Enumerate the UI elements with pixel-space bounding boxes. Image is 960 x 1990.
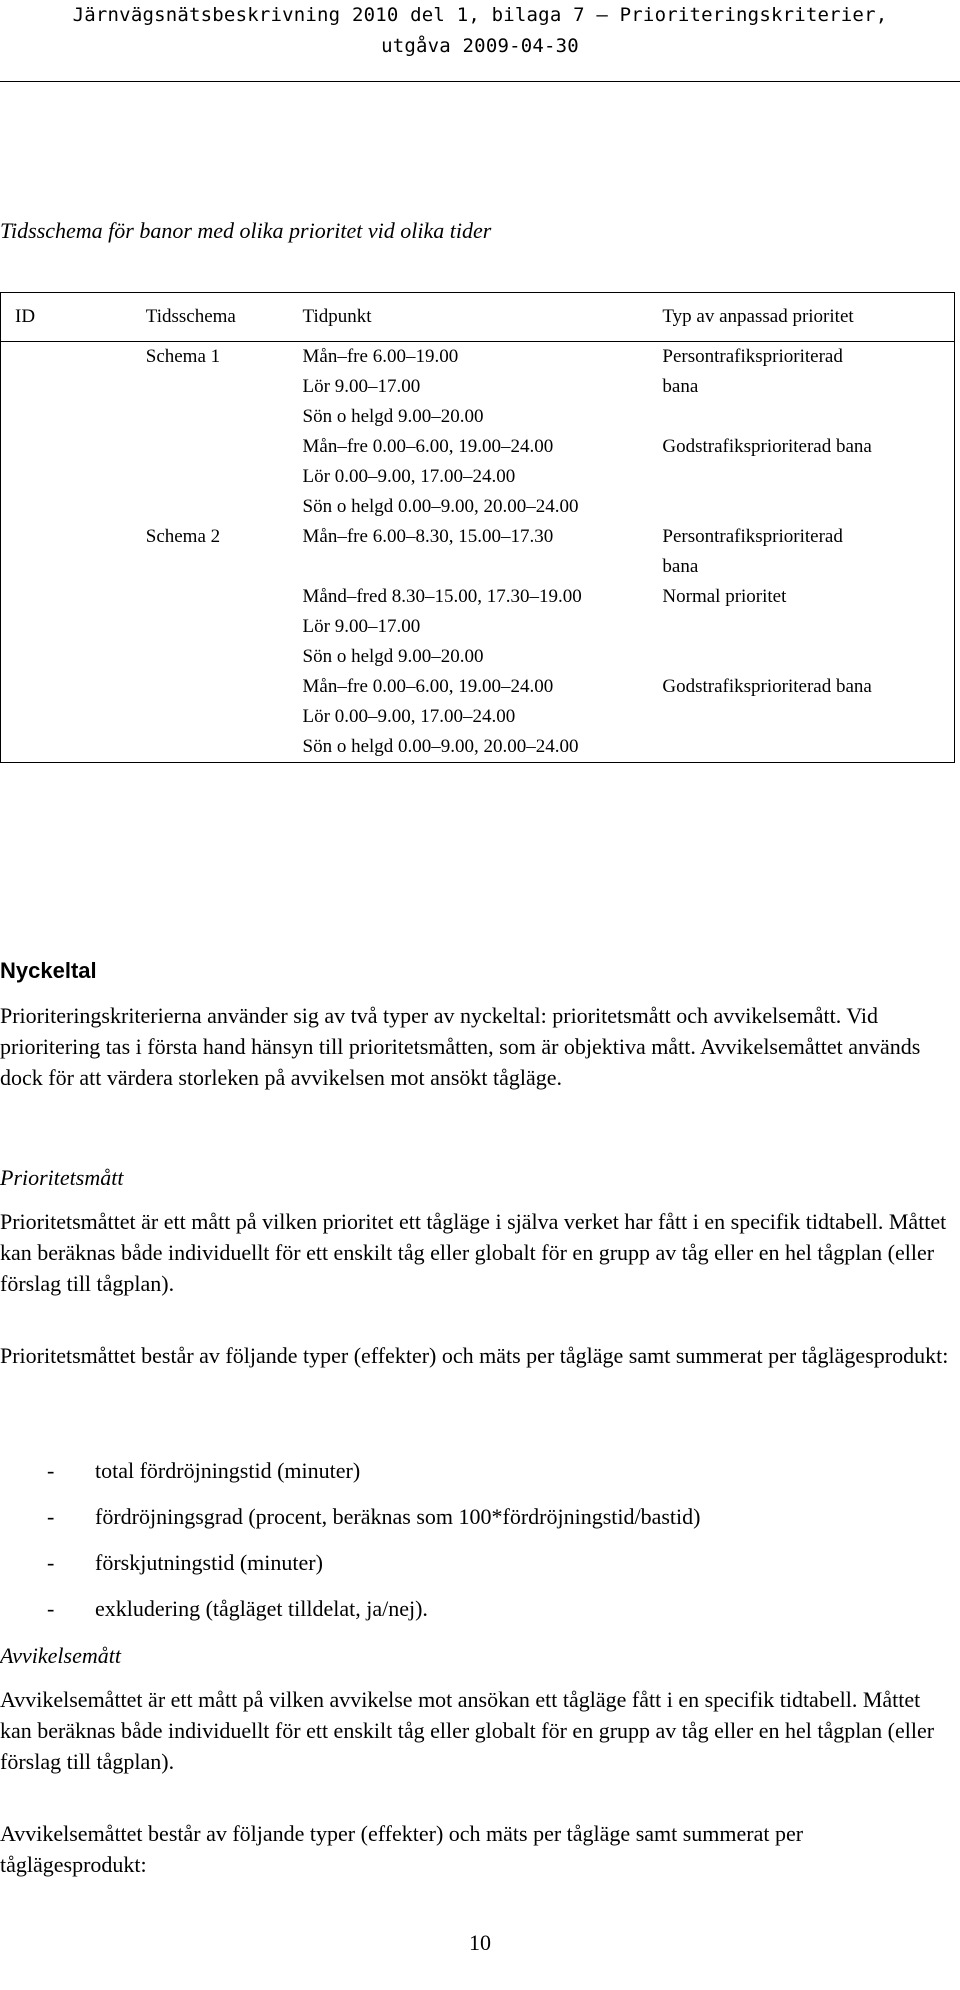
avvikelsematt-paragraph-2: Avvikelsemåttet består av följande typer (effekter) och mäts per tågläge samt summerat per tåglägesprodukt: — [0, 1821, 804, 1877]
cell-tidpunkt — [297, 582, 655, 672]
cell-typ — [654, 432, 954, 522]
list-item — [0, 1586, 700, 1632]
prioritetsmatt-paragraph-1: Prioritetsmåttet är ett mått på vilken prioritet ett tågläge i själva verket har fått i en specifik tidtabell. Måttet kan beräknas både individuellt för ett enskilt tåg eller globalt för en grupp av tåg eller en hel tågplan (eller förslag till tågplan). — [0, 1209, 947, 1296]
tidpunkt-line: Sön o helgd 9.00–20.00 — [302, 646, 484, 667]
list-dash: - — [47, 1504, 55, 1529]
cell-tidpunkt — [297, 522, 655, 582]
table-row — [1, 342, 955, 433]
list-dash: - — [47, 1458, 55, 1483]
tidpunkt-line: Lör 0.00–9.00, 17.00–24.00 — [302, 466, 516, 487]
header-rule — [0, 81, 960, 82]
table-row — [1, 432, 955, 522]
header-line-2: utgåva 2009-04-30 — [381, 35, 579, 57]
cell-id — [1, 432, 146, 522]
list-dash: - — [47, 1550, 55, 1575]
table-header-row — [1, 293, 955, 342]
typ-line: bana — [662, 556, 699, 577]
cell-id — [1, 342, 146, 433]
schedule-table — [0, 292, 955, 763]
subheading-prioritetsmatt: Prioritetsmått — [0, 1165, 124, 1190]
cell-typ — [654, 522, 954, 582]
cell-tidpunkt — [297, 342, 655, 433]
cell-tidpunkt — [297, 672, 655, 763]
column-header-id: ID — [1, 293, 146, 342]
page-number: 10 — [469, 1930, 491, 1955]
typ-line: bana — [662, 376, 699, 397]
prioritetsmatt-paragraph-2: Prioritetsmåttet består av följande typer (effekter) och mäts per tågläge samt summerat per tåglägesprodukt: — [0, 1343, 949, 1368]
avvikelsematt-paragraph-1: Avvikelsemåttet är ett mått på vilken avvikelse mot ansökan ett tågläge fått i en specifik tidtabell. Måttet kan beräknas både individuellt för ett enskilt tåg eller globalt för en grupp av tåg eller en hel tågplan (eller förslag till tågplan). — [0, 1687, 935, 1774]
list-item-text: exkludering (tågläget tilldelat, ja/nej). — [95, 1596, 428, 1621]
tidpunkt-line: Lör 9.00–17.00 — [302, 376, 421, 397]
column-header-tidsschema: Tidsschema — [146, 293, 297, 342]
nyckeltal-intro-paragraph: Prioriteringskriterierna använder sig av två typer av nyckeltal: prioritetsmått och avvikelsemått. Vid prioritering tas i första hand hänsyn till prioritetsmåtten, som är objektiva mått. Avvikelsemåttet används dock för att värdera storleken på avvikelsen mot ansökt tågläge. — [0, 1003, 921, 1090]
list-dash: - — [47, 1596, 55, 1621]
cell-tidpunkt — [297, 432, 655, 522]
list-item — [0, 1540, 700, 1586]
tidpunkt-line: Lör 9.00–17.00 — [302, 616, 421, 637]
header-line-1: Järnvägsnätsbeskrivning 2010 del 1, bilaga 7 – Prioriteringskriterier, — [72, 4, 888, 26]
list-item — [0, 1448, 700, 1494]
list-item-text: förskjutningstid (minuter) — [95, 1550, 323, 1575]
page-header — [0, 0, 960, 62]
tidpunkt-line: Mån–fre 0.00–6.00, 19.00–24.00 — [302, 436, 554, 457]
typ-line: Persontrafiksprioriterad — [662, 526, 843, 547]
table-row — [1, 522, 955, 582]
cell-schema: Schema 1 — [145, 346, 221, 367]
section-heading-nyckeltal: Nyckeltal — [0, 958, 97, 983]
table-row — [1, 672, 955, 763]
cell-schema: Schema 2 — [145, 526, 221, 547]
typ-line: Persontrafiksprioriterad — [662, 346, 843, 367]
cell-typ — [654, 582, 954, 672]
typ-line: Godstrafiksprioriterad bana — [662, 676, 872, 697]
tidpunkt-line: Månd–fred 8.30–15.00, 17.30–19.00 — [302, 586, 582, 607]
list-item-text: total fördröjningstid (minuter) — [95, 1458, 361, 1483]
typ-line: Normal prioritet — [662, 586, 787, 607]
table-row — [1, 582, 955, 672]
prioritetsmatt-list — [0, 1448, 700, 1632]
table-caption: Tidsschema för banor med olika prioritet vid olika tider — [0, 218, 492, 243]
cell-id — [1, 672, 146, 763]
cell-typ — [654, 672, 954, 763]
cell-id — [1, 522, 146, 582]
subheading-avvikelsematt: Avvikelsemått — [0, 1643, 121, 1668]
tidpunkt-line: Sön o helgd 0.00–9.00, 20.00–24.00 — [302, 496, 579, 517]
column-header-tidpunkt: Tidpunkt — [297, 293, 655, 342]
tidpunkt-line: Lör 0.00–9.00, 17.00–24.00 — [302, 706, 516, 727]
cell-schema — [146, 432, 297, 522]
tidpunkt-line: Mån–fre 6.00–19.00 — [302, 346, 459, 367]
tidpunkt-line: Mån–fre 0.00–6.00, 19.00–24.00 — [302, 676, 554, 697]
column-header-typ: Typ av anpassad prioritet — [654, 293, 954, 342]
cell-schema — [146, 672, 297, 763]
tidpunkt-line: Mån–fre 6.00–8.30, 15.00–17.30 — [302, 526, 554, 547]
typ-line: Godstrafiksprioriterad bana — [662, 436, 872, 457]
tidpunkt-line: Sön o helgd 9.00–20.00 — [302, 406, 484, 427]
cell-id — [1, 582, 146, 672]
list-item-text: fördröjningsgrad (procent, beräknas som 100*fördröjningstid/bastid) — [95, 1504, 701, 1529]
tidpunkt-line: Sön o helgd 0.00–9.00, 20.00–24.00 — [302, 736, 579, 757]
cell-typ — [654, 342, 954, 433]
list-item — [0, 1494, 700, 1540]
cell-schema — [146, 582, 297, 672]
